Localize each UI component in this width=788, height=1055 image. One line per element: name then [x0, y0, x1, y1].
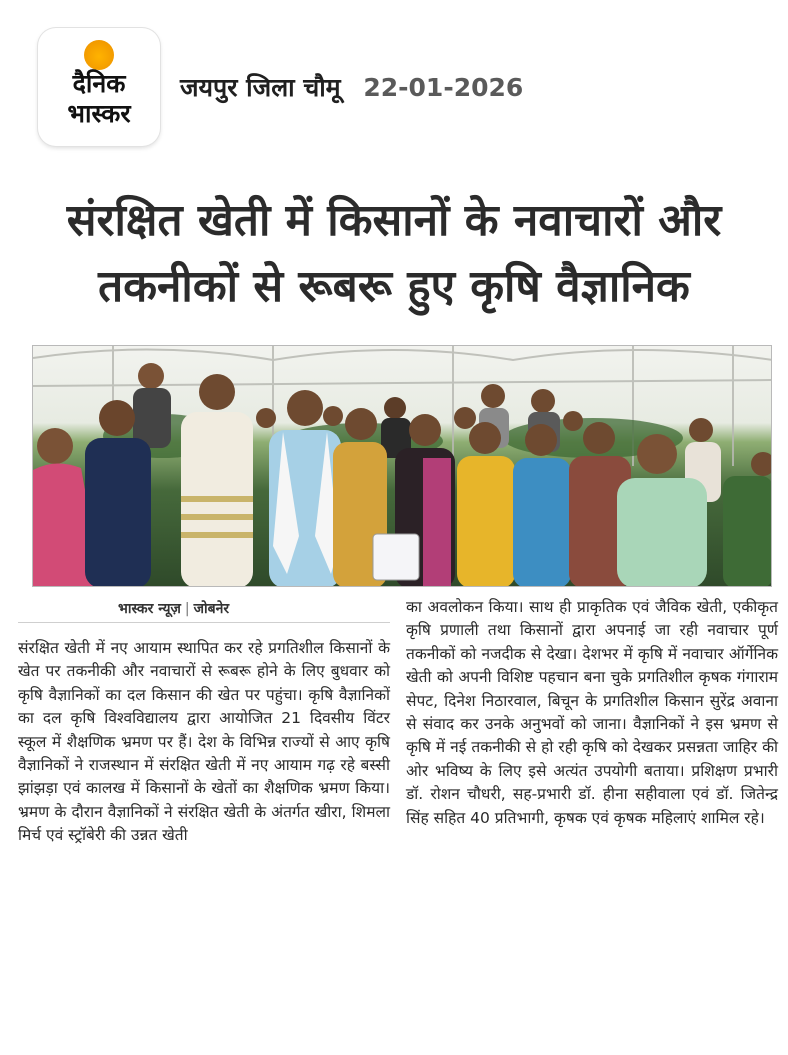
byline-location: जोबनेर — [193, 601, 230, 617]
group-photo-illustration — [33, 346, 772, 587]
article-column-right — [406, 596, 778, 830]
article-photo — [32, 345, 772, 587]
logo-text-line-2: भास्कर — [67, 99, 131, 128]
byline-separator: | — [184, 601, 190, 617]
article-text-right: का अवलोकन किया। साथ ही प्राकृतिक एवं जैविक खेती, एकीकृत कृषि प्रणाली तथा किसानों द्वारा अपनाई जा रही नवाचार पूर्ण तकनीकों को नजदीक से देखा। देशभर में कृषि में नवाचार ऑर्गेनिक खेती को अपनी विशिष्ट पहचान बना चुके प्रगतिशील कृषक गंगाराम सेपट, दिनेश निठारवाल, बिचून के प्रगतिशील किसान सुरेंद्र अवाना से संवाद कर उनके अनुभवों को जाना। वैज्ञानिकों ने इस भ्रमण से कृषि में नई तकनीकी से हो रही कृषि को देखकर प्रसन्नता जाहिर की ओर भविष्य के लिए इसे अत्यंत उपयोगी बताया। प्रशिक्षण प्रभारी डॉ. रोशन चौधरी, सह-प्रभारी डॉ. हीना सहीवाला एवं डॉ. जितेन्द्र सिंह सहित 40 प्रतिभागी, कृषक एवं कृषक महिलाएं शामिल रहे। — [406, 598, 778, 827]
article-text-left: संरक्षित खेती में नए आयाम स्थापित कर रहे प्रगतिशील किसानों के खेत पर तकनीकी और नवाचारों से रूबरू होने के लिए बुधवार को कृषि वैज्ञानिकों का दल किसान की खेत पर पहुंचा। कृषि वैज्ञानिकों का दल कृषि विश्वविद्यालय द्वारा आयोजित 21 दिवसीय विंटर स्कूल में शैक्षणिक भ्रमण पर हैं। देश के विभिन्न राज्यों से आए कृषि वैज्ञानिकों ने राजस्थान में संरक्षित खेती में नए आयाम गढ़ रहे बस्सी झांझड़ा एवं कालख में किसानों के खेतों का शैक्षणिक भ्रमण किया। भ्रमण के दौरान वैज्ञानिकों ने संरक्षित खेती के अंतर्गत खीरा, शिमला मिर्च एवं स्ट्रॉबेरी की उन्नत खेती — [18, 639, 390, 845]
logo-text-line-1: दैनिक — [72, 69, 126, 98]
headline-line-2: तकनीकों से रूबरू हुए कृषि वैज्ञानिक — [98, 261, 690, 312]
article-column-left — [18, 596, 390, 848]
dateline — [180, 70, 523, 106]
headline-line-1: संरक्षित खेती में किसानों के नवाचारों और — [66, 195, 722, 246]
sun-icon — [84, 40, 114, 70]
byline-agency: भास्कर न्यूज़ — [118, 601, 181, 617]
page-header — [0, 0, 788, 170]
article-headline — [0, 188, 788, 320]
edition-date: 22-01-2026 — [363, 73, 524, 102]
byline — [18, 596, 390, 623]
dainik-bhaskar-logo — [38, 28, 160, 146]
edition-place: जयपुर जिला चौमू — [180, 73, 341, 102]
